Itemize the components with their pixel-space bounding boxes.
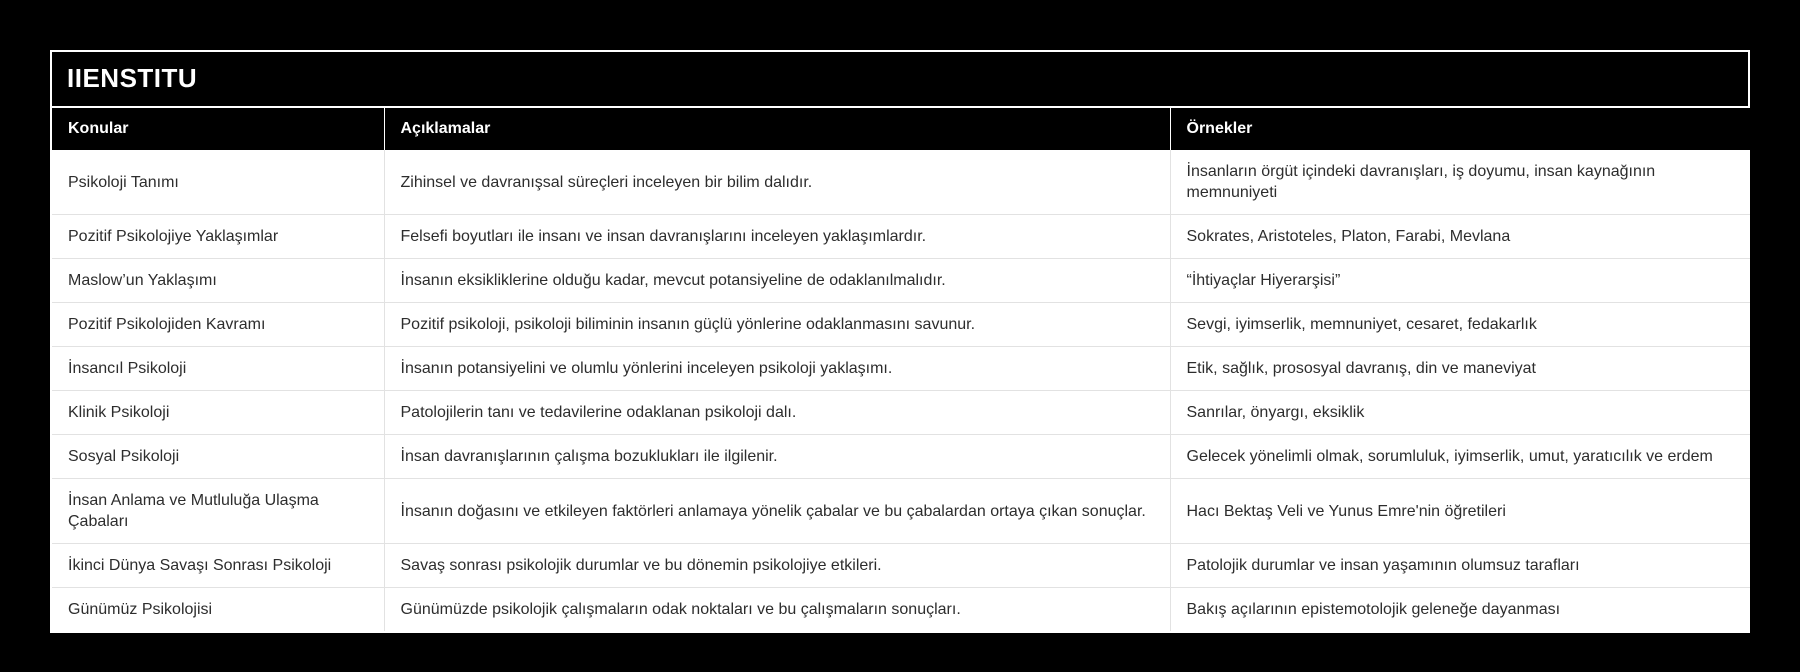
cell-konular: Pozitif Psikolojiden Kavramı — [52, 303, 384, 347]
table-body — [52, 150, 1750, 631]
table-row — [52, 588, 1750, 632]
cell-ornekler: “İhtiyaçlar Hiyerarşisi” — [1170, 259, 1750, 303]
table-row — [52, 479, 1750, 544]
table-row — [52, 391, 1750, 435]
cell-aciklamalar: Felsefi boyutları ile insanı ve insan davranışlarını inceleyen yaklaşımlardır. — [384, 215, 1170, 259]
table-row — [52, 259, 1750, 303]
cell-aciklamalar: İnsanın potansiyelini ve olumlu yönlerini inceleyen psikoloji yaklaşımı. — [384, 347, 1170, 391]
cell-aciklamalar: Zihinsel ve davranışsal süreçleri inceleyen bir bilim dalıdır. — [384, 150, 1170, 215]
cell-aciklamalar: Pozitif psikoloji, psikoloji biliminin insanın güçlü yönlerine odaklanmasını savunur. — [384, 303, 1170, 347]
column-header-konular: Konular — [52, 108, 384, 150]
cell-konular: Klinik Psikoloji — [52, 391, 384, 435]
cell-ornekler: Sokrates, Aristoteles, Platon, Farabi, Mevlana — [1170, 215, 1750, 259]
cell-konular: İkinci Dünya Savaşı Sonrası Psikoloji — [52, 544, 384, 588]
cell-aciklamalar: Patolojilerin tanı ve tedavilerine odaklanan psikoloji dalı. — [384, 391, 1170, 435]
column-header-ornekler: Örnekler — [1170, 108, 1750, 150]
cell-aciklamalar: Günümüzde psikolojik çalışmaların odak noktaları ve bu çalışmaların sonuçları. — [384, 588, 1170, 632]
cell-konular: Pozitif Psikolojiye Yaklaşımlar — [52, 215, 384, 259]
table-row — [52, 303, 1750, 347]
cell-konular: İnsan Anlama ve Mutluluğa Ulaşma Çabaları — [52, 479, 384, 544]
cell-aciklamalar: Savaş sonrası psikolojik durumlar ve bu dönemin psikolojiye etkileri. — [384, 544, 1170, 588]
cell-aciklamalar: İnsan davranışlarının çalışma bozuklukları ile ilgilenir. — [384, 435, 1170, 479]
cell-ornekler: Gelecek yönelimli olmak, sorumluluk, iyimserlik, umut, yaratıcılık ve erdem — [1170, 435, 1750, 479]
cell-ornekler: Sevgi, iyimserlik, memnuniyet, cesaret, fedakarlık — [1170, 303, 1750, 347]
cell-ornekler: Sanrılar, önyargı, eksiklik — [1170, 391, 1750, 435]
cell-konular: İnsancıl Psikoloji — [52, 347, 384, 391]
table-row — [52, 347, 1750, 391]
table-header-row — [52, 108, 1750, 150]
cell-ornekler: Etik, sağlık, prososyal davranış, din ve maneviyat — [1170, 347, 1750, 391]
cell-aciklamalar: İnsanın eksikliklerine olduğu kadar, mevcut potansiyeline de odaklanılmalıdır. — [384, 259, 1170, 303]
cell-ornekler: Bakış açılarının epistemotolojik geleneğe dayanması — [1170, 588, 1750, 632]
table-header — [52, 108, 1750, 150]
column-header-aciklamalar: Açıklamalar — [384, 108, 1170, 150]
cell-konular: Sosyal Psikoloji — [52, 435, 384, 479]
table-row — [52, 435, 1750, 479]
content-card — [50, 50, 1750, 633]
table-row — [52, 544, 1750, 588]
cell-konular: Günümüz Psikolojisi — [52, 588, 384, 632]
cell-ornekler: Patolojik durumlar ve insan yaşamının olumsuz tarafları — [1170, 544, 1750, 588]
table-row — [52, 215, 1750, 259]
topics-table — [52, 108, 1750, 631]
cell-ornekler: Hacı Bektaş Veli ve Yunus Emre'nin öğretileri — [1170, 479, 1750, 544]
cell-konular: Maslow’un Yaklaşımı — [52, 259, 384, 303]
cell-konular: Psikoloji Tanımı — [68, 173, 179, 191]
cell-ornekler: İnsanların örgüt içindeki davranışları, iş doyumu, insan kaynağının memnuniyeti — [1170, 150, 1750, 215]
table-row — [52, 150, 1750, 215]
page-title: IIENSTITU — [52, 52, 1748, 108]
cell-aciklamalar: İnsanın doğasını ve etkileyen faktörleri anlamaya yönelik çabalar ve bu çabalardan ortaya çıkan sonuçlar. — [384, 479, 1170, 544]
